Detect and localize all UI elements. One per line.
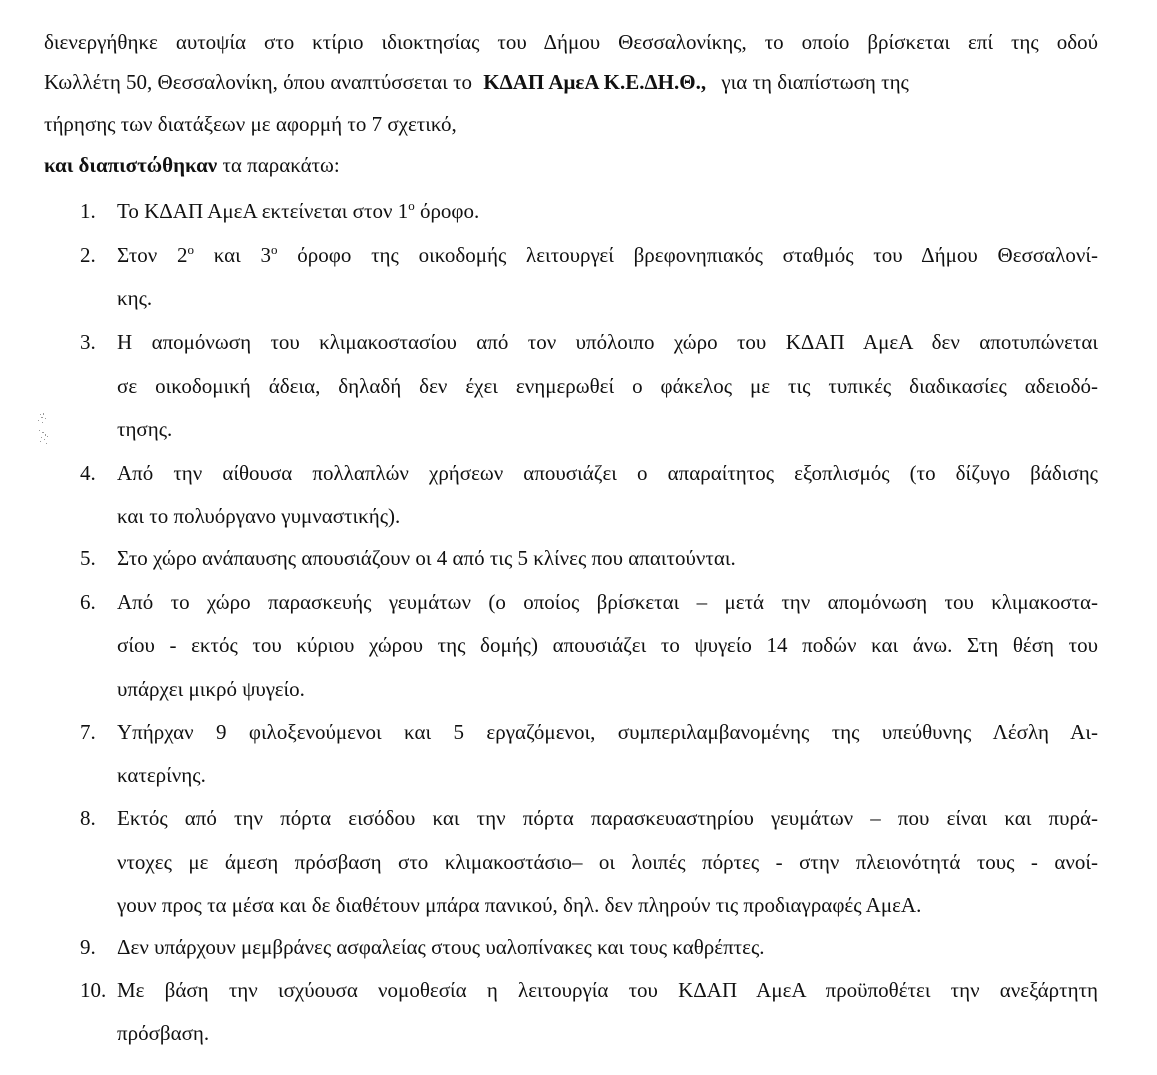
facility-name: ΚΔΑΠ ΑμεΑ Κ.Ε.ΔΗ.Θ., <box>483 70 707 94</box>
intro-text-3: τήρησης των διατάξεων με αφορμή το 7 σχετικό, <box>44 112 457 136</box>
item-text: Εκτός από την πόρτα εισόδου και την πόρτα παρασκευαστηρίου γευμάτων – που είναι και πυρά- <box>117 806 1098 830</box>
item-text <box>117 243 1098 267</box>
item-number: 1. <box>80 199 96 223</box>
scan-noise-artifact <box>32 410 54 452</box>
item-number: 6. <box>80 590 96 614</box>
intro-line-3 <box>44 112 457 136</box>
item-number: 8. <box>80 806 96 830</box>
item-text: Η απομόνωση του κλιμακοστασίου από τον υπόλοιπο χώρο του ΚΔΑΠ ΑμεΑ δεν αποτυπώνεται <box>117 330 1098 354</box>
intro-text-1: διενεργήθηκε αυτοψία στο κτίριο ιδιοκτησίας του Δήμου Θεσσαλονίκης, το οποίο βρίσκεται επί της οδού <box>44 30 1098 54</box>
item-number: 5. <box>80 546 96 570</box>
intro-line-1 <box>44 30 1098 54</box>
item-text-part: Το ΚΔΑΠ ΑμεΑ εκτείνεται στον 1 <box>117 199 409 223</box>
item-text-continuation: υπάρχει μικρό ψυγείο. <box>117 677 305 701</box>
item-number: 10. <box>80 978 107 1002</box>
item-text: Με βάση την ισχύουσα νομοθεσία η λειτουργία του ΚΔΑΠ ΑμεΑ προϋποθέτει την ανεξάρτητη <box>117 978 1098 1002</box>
ordinal-superscript: ο <box>408 198 415 213</box>
item-number: 4. <box>80 461 96 485</box>
intro-text-2-post: για τη διαπίστωση της <box>721 70 909 94</box>
item-text-part: και 3 <box>194 243 272 267</box>
item-text-continuation: πρόσβαση. <box>117 1021 210 1045</box>
intro-text-2-pre: Κωλλέτη 50, Θεσσαλονίκη, όπου αναπτύσσεται το <box>44 70 473 94</box>
item-text: Υπήρχαν 9 φιλοξενούμενοι και 5 εργαζόμενοι, συμπεριλαμβανομένης της υπεύθυνης Λέσλη Αι- <box>117 720 1098 744</box>
item-text-continuation: κης. <box>117 286 153 310</box>
item-text <box>117 199 479 223</box>
item-text-continuation: σίου - εκτός του κύριου χώρου της δομής) απουσιάζει το ψυγείο 14 ποδών και άνω. Στη θέση του <box>117 633 1098 657</box>
item-text-continuation: σε οικοδομική άδεια, δηλαδή δεν έχει ενημερωθεί ο φάκελος με τις τυπικές διαδικασίες αδειοδό- <box>117 374 1098 398</box>
intro-line-4 <box>44 153 340 177</box>
item-text-continuation: κατερίνης. <box>117 763 206 787</box>
item-text-continuation: τησης. <box>117 417 173 441</box>
item-text: Στο χώρο ανάπαυσης απουσιάζουν οι 4 από τις 5 κλίνες που απαιτούνται. <box>117 546 736 570</box>
ordinal-superscript: ο <box>187 242 195 257</box>
item-text-continuation: και το πολυόργανο γυμναστικής). <box>117 504 401 528</box>
item-text-continuation: γουν προς τα μέσα και δε διαθέτουν μπάρα πανικού, δηλ. δεν πληρούν τις προδιαγραφές ΑμεΑ. <box>117 893 922 917</box>
item-number: 2. <box>80 243 96 267</box>
intro-line-2 <box>44 70 1098 94</box>
item-number: 9. <box>80 935 96 959</box>
item-text: Από το χώρο παρασκευής γευμάτων (ο οποίος βρίσκεται – μετά την απομόνωση του κλιμακοστα- <box>117 590 1098 614</box>
item-text-continuation: ντοχες με άμεση πρόσβαση στο κλιμακοστάσιο– οι λοιπές πόρτες - στην πλειονότητά τους - ανοί- <box>117 850 1098 874</box>
ordinal-superscript: ο <box>271 242 278 257</box>
item-number: 7. <box>80 720 96 744</box>
findings-heading-bold: και διαπιστώθηκαν <box>44 153 218 177</box>
findings-heading-rest: τα παρακάτω: <box>222 153 340 177</box>
item-text: Από την αίθουσα πολλαπλών χρήσεων απουσιάζει ο απαραίτητος εξοπλισμός (το δίζυγο βάδισης <box>117 461 1098 485</box>
item-number: 3. <box>80 330 96 354</box>
item-text-part: όροφο της οικοδομής λειτουργεί βρεφονηπιακός σταθμός του Δήμου Θεσσαλονί- <box>277 243 1098 267</box>
item-text-part: όροφο. <box>414 199 480 223</box>
item-text: Δεν υπάρχουν μεμβράνες ασφαλείας στους υαλοπίνακες και τους καθρέπτες. <box>117 935 765 959</box>
item-text-part: Στον 2 <box>117 243 188 267</box>
